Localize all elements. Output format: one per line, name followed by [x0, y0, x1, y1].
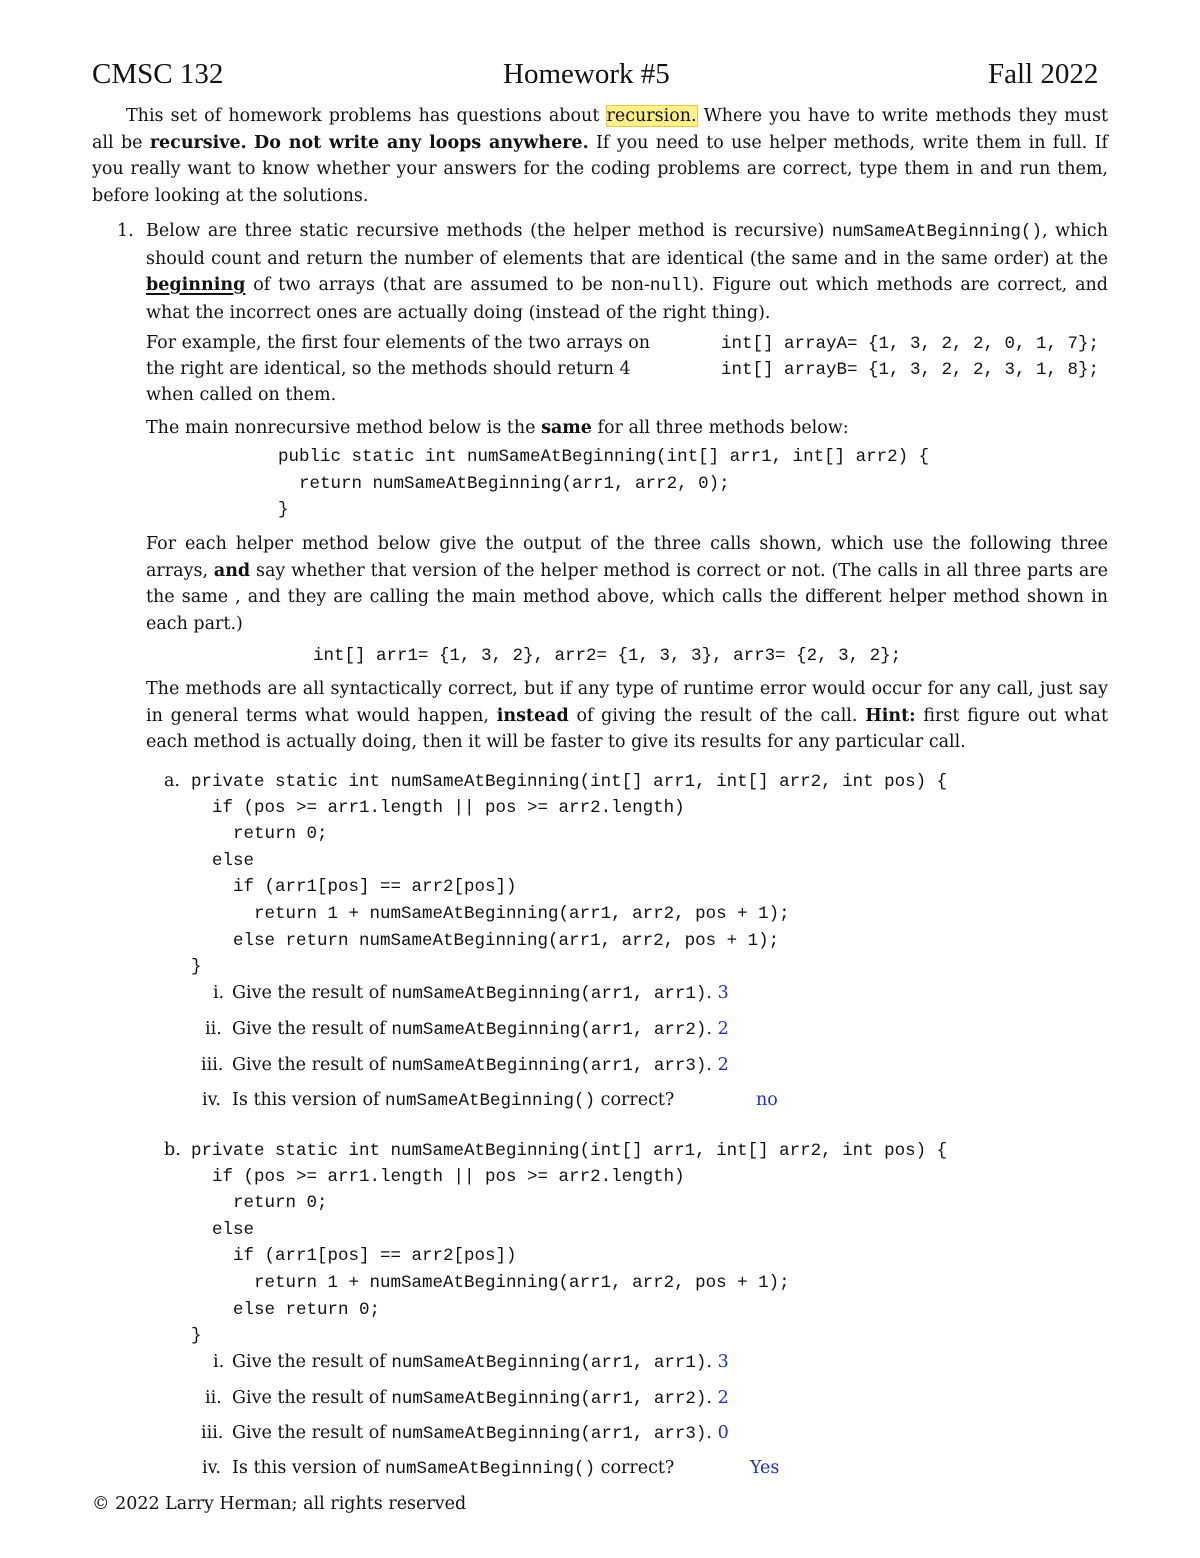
part-label: b.: [164, 1140, 181, 1160]
main-code-line-2: return numSameAtBeginning(arr1, arr2, 0);: [278, 474, 730, 494]
intro-text-2: Where you have to write methods they must all be: [92, 106, 1109, 153]
answer: 0: [717, 1423, 729, 1443]
code-line: private static int numSameAtBeginning(int[] arr1, int[] arr2, int pos) {: [191, 772, 948, 792]
main-method-intro: The main nonrecursive method below is the same for all three methods below:: [146, 418, 849, 438]
page-title: Homework #5: [503, 58, 670, 90]
example-line-3: when called on them.: [146, 385, 337, 405]
question-1-text: Below are three static recursive methods (the helper method is recursive) numSameAtBeginning(), which should count and return the number of elements that are identical (the same and in the same order) at the beginning of two arrays (that are assumed to be non-null). Figure out which methods are correct, and what the incorrect ones are actually doing (instead of the right thing).: [146, 221, 1108, 323]
answer: 3: [717, 1352, 729, 1372]
code-line: private static int numSameAtBeginning(int[] arr1, int[] arr2, int pos) {: [191, 1141, 948, 1161]
intro-text-4: If you need to use helper methods, write them in full. If you really want to know whether your answers for the coding problems are correct, type them in and run them, before looking at the solutions.: [92, 132, 1108, 206]
code-line: return 1 + numSameAtBeginning(arr1, arr2, pos + 1);: [191, 904, 790, 924]
subquestion: i. Give the result of numSameAtBeginning(arr1, arr1). 3: [213, 983, 729, 1004]
code-line: else: [191, 1220, 255, 1240]
subquestion: iii. Give the result of numSameAtBeginning(arr1, arr3). 2: [201, 1055, 729, 1076]
main-code-line-1: public static int numSameAtBeginning(int[] arr1, int[] arr2) {: [278, 447, 930, 467]
intro-paragraph: [92, 103, 1108, 209]
part-label: a.: [164, 771, 180, 791]
code-line: }: [191, 957, 202, 977]
answer: no: [756, 1090, 778, 1110]
answer: 3: [717, 983, 729, 1003]
code-line: return 0;: [191, 824, 328, 844]
answer: 2: [717, 1055, 729, 1075]
subquestion: iii. Give the result of numSameAtBeginning(arr1, arr3). 0: [201, 1423, 729, 1444]
copyright-footer: © 2022 Larry Herman; all rights reserved: [92, 1494, 467, 1514]
no-loops-bold: Do not write any loops anywhere.: [254, 132, 589, 153]
code-line: if (arr1[pos] == arr2[pos]): [191, 877, 517, 897]
code-line: else return 0;: [191, 1300, 381, 1320]
answer: 2: [717, 1388, 729, 1408]
subquestion: iv. Is this version of numSameAtBeginning() correct? Yes: [202, 1458, 780, 1479]
code-line: if (pos >= arr1.length || pos >= arr2.length): [191, 1167, 685, 1187]
code-line: }: [191, 1326, 202, 1346]
intro-text-1: This set of homework problems has questions about: [126, 106, 607, 126]
subquestion: ii. Give the result of numSameAtBeginning(arr1, arr2). 2: [205, 1388, 729, 1409]
code-line: if (pos >= arr1.length || pos >= arr2.length): [191, 798, 685, 818]
example-line-2: the right are identical, so the methods should return 4: [146, 359, 631, 379]
runtime-error-paragraph: The methods are all syntactically correct, but if any type of runtime error would occur for any call, just say in general terms what would happen, instead of giving the result of the call. Hint: first figure out what each method is actually doing, then it will be faster to give its results for any particular call.: [146, 679, 1108, 752]
subquestion: iv. Is this version of numSameAtBeginning() correct? no: [202, 1090, 778, 1111]
main-code-line-3: }: [278, 500, 289, 520]
recursion-highlight: recursion.: [606, 106, 697, 126]
beginning-emphasis: beginning: [146, 275, 246, 295]
subquestion: i. Give the result of numSameAtBeginning(arr1, arr1). 3: [213, 1352, 729, 1373]
instructions-paragraph: For each helper method below give the output of the three calls shown, which use the following three arrays, and say whether that version of the helper method is correct or not. (The calls in all three parts are the same , and they are calling the main method above, which calls the different helper method shown in each part.): [146, 534, 1109, 634]
example-line-1: For example, the first four elements of the two arrays on: [146, 333, 651, 353]
question-number: 1.: [117, 221, 134, 241]
method-name: numSameAtBeginning(): [831, 222, 1042, 242]
test-arrays: int[] arr1= {1, 3, 2}, arr2= {1, 3, 3}, arr3= {2, 3, 2};: [313, 646, 902, 666]
answer: Yes: [750, 1458, 780, 1478]
array-a-decl: int[] arrayA= {1, 3, 2, 2, 0, 1, 7};: [721, 334, 1100, 354]
code-line: return 1 + numSameAtBeginning(arr1, arr2, pos + 1);: [191, 1273, 790, 1293]
code-line: else: [191, 851, 255, 871]
code-line: return 0;: [191, 1193, 328, 1213]
subquestion: ii. Give the result of numSameAtBeginning(arr1, arr2). 2: [205, 1019, 729, 1040]
code-line: if (arr1[pos] == arr2[pos]): [191, 1246, 517, 1266]
course-code: CMSC 132: [92, 58, 224, 90]
array-b-decl: int[] arrayB= {1, 3, 2, 2, 3, 1, 8};: [721, 360, 1100, 380]
answer: 2: [717, 1019, 729, 1039]
term: Fall 2022: [988, 58, 1099, 90]
recursive-bold: recursive.: [149, 132, 247, 153]
code-line: else return numSameAtBeginning(arr1, arr2, pos + 1);: [191, 931, 780, 951]
